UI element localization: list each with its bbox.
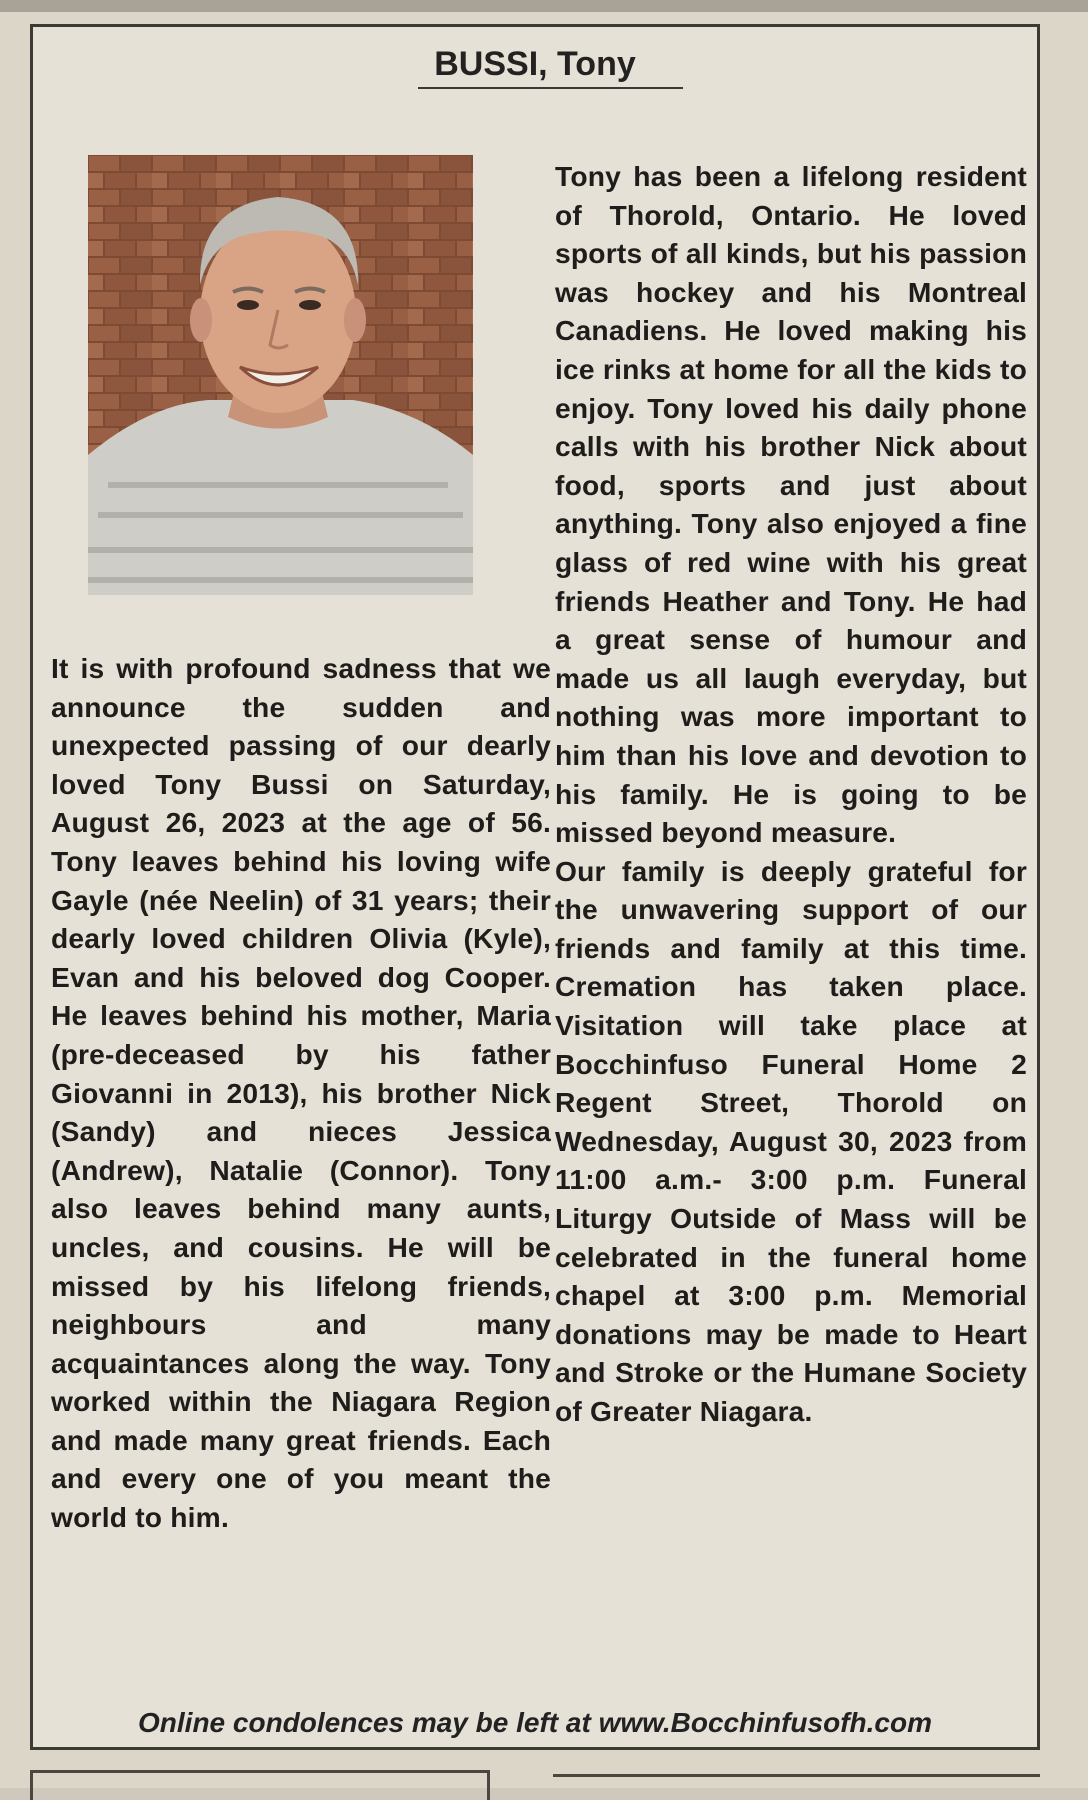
right-column — [555, 157, 1027, 1431]
announcement-paragraph: It is with profound sadness that we announce the sudden and unexpected passing of our dearly loved Tony Bussi on Saturday, August 26, 2023 at the age of 56. Tony leaves behind his loving wife Gayle (née Neelin) of 31 years; their dearly loved children Olivia (Kyle), Evan and his beloved dog Cooper. He leaves behind his mother, Maria (pre-deceased by his father Giovanni in 2013), his brother Nick (Sandy) and nieces Jessica (Andrew), Natalie (Connor). Tony also leaves behind many aunts, uncles, and cousins. He will be missed by his lifelong friends, neighbours and many acquaintances along the way. Tony worked within the Niagara Region and made many great friends. Each and every one of you meant the world to him. — [51, 652, 551, 1534]
portrait-illustration — [88, 155, 473, 595]
arrangements-paragraph: Our family is deeply grateful for the unwavering support of our friends and family at this time. Cremation has taken place. Visitation will take place at Bocchinfuso Funeral Home 2 Regent Street, Thorold on Wednesday, August 30, 2023 from 11:00 a.m.- 3:00 p.m. Funeral Liturgy Outside of Mass will be celebrated in the funeral home chapel at 3:00 p.m. Memorial donations may be made to Heart and Stroke or the Humane Society of Greater Niagara. — [555, 854, 1027, 1427]
title-underline — [418, 87, 683, 89]
next-notice-border-left — [30, 1770, 490, 1800]
next-notice-border-right — [553, 1774, 1040, 1797]
portrait-photo — [88, 155, 473, 595]
page-top-strip — [0, 0, 1088, 12]
left-column — [51, 649, 551, 1537]
life-paragraph: Tony has been a lifelong resident of Thorold, Ontario. He loved sports of all kinds, but his passion was hockey and his Montreal Canadiens. He loved making his ice rinks at home for all the kids to enjoy. Tony loved his daily phone calls with his brother Nick about food, sports and just about anything. Tony also enjoyed a fine glass of red wine with his great friends Heather and Tony. He had a great sense of humour and made us all laugh everyday, but nothing was more important to him than his love and devotion to his family. He is going to be missed beyond measure. — [555, 160, 1027, 849]
notice-title: BUSSI, Tony — [434, 45, 636, 83]
obituary-notice — [30, 24, 1040, 1750]
condolences-footer: Online condolences may be left at www.Bocchinfusofh.com — [138, 1707, 932, 1738]
